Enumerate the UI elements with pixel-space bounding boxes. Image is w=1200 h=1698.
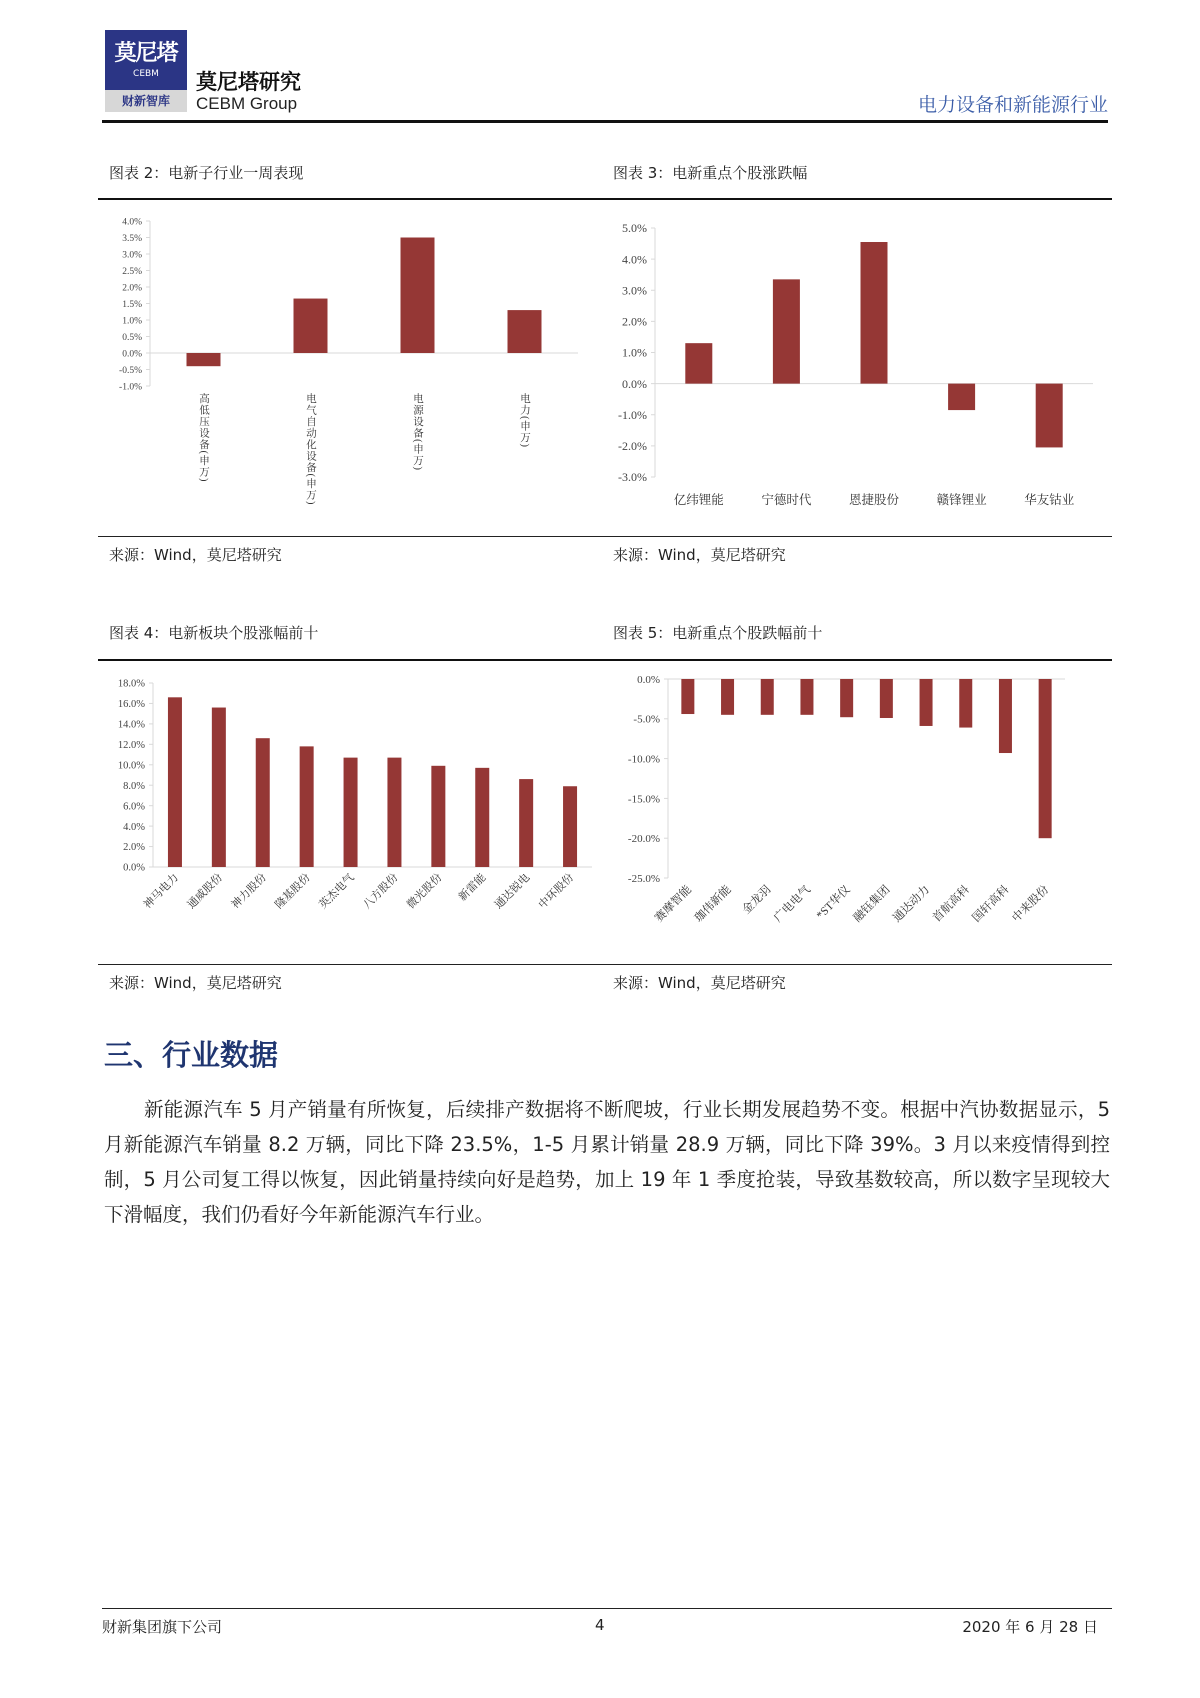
page-number: 4 [595,1616,605,1634]
bar [959,679,972,728]
x-tick-label: 新雷能 [456,871,489,904]
figure-3-title: 图表 3：电新重点个股涨跌幅 [613,164,808,182]
y-tick-label: 12.0% [117,740,145,752]
y-tick-label: 6.0% [123,801,145,813]
x-tick-label: 微光股份 [404,871,445,912]
figure-4-source: 来源：Wind，莫尼塔研究 [109,974,282,992]
y-tick-label: 0.0% [122,349,142,360]
y-tick-label: -20.0% [627,833,660,846]
bar [948,384,975,410]
figure-5-title: 图表 5：电新重点个股跌幅前十 [613,624,823,642]
bar [773,279,800,383]
bar [1036,384,1063,448]
y-tick-label: 2.0% [122,283,142,294]
bar [563,786,577,867]
bar [431,766,445,867]
x-tick-label: 赛摩智能 [652,883,694,925]
bar [187,353,221,366]
x-tick-label: 国轩高科 [970,883,1012,925]
y-tick-label: 5.0% [622,221,647,236]
y-tick-label: -5.0% [633,713,660,726]
bar [300,746,314,867]
y-tick-label: 4.0% [123,821,145,833]
y-tick-label: 14.0% [117,719,145,731]
y-tick-label: -15.0% [627,793,660,806]
figure-2-source: 来源：Wind，莫尼塔研究 [109,546,282,564]
y-tick-label: 0.5% [122,332,142,343]
y-tick-label: 0.0% [123,862,145,874]
bar [256,738,270,867]
chart-5 [628,674,1065,925]
y-tick-label: 3.0% [622,283,647,298]
logo-text-en: CEBM [133,69,159,79]
figure-3-source: 来源：Wind，莫尼塔研究 [613,546,786,564]
y-tick-label: -1.0% [618,407,647,422]
y-tick-label: 3.5% [122,233,142,244]
bar [681,679,694,714]
bar [761,679,774,715]
bar [387,758,401,867]
y-tick-label: 2.0% [123,842,145,854]
y-tick-label: -25.0% [627,872,660,885]
section-paragraph: 新能源汽车 5 月产销量有所恢复，后续排产数据将不断爬坡，行业长期发展趋势不变。根据中汽协数据显示，5 月新能源汽车销量 8.2 万辆，同比下降 23.5%，1-5 月累计销量 28.9 万辆，同比下降 39%。3 月以来疫情得到控制，5 月公司复工得以恢复，因此销量持续向好是趋势，加上 19 年 1 季度抢装，导致基数较高，所以数字呈现较大下滑幅度，我们仍看好今年新能源汽车行业。 [104,1098,1110,1226]
bar [519,779,533,867]
bar [212,708,226,867]
y-tick-label: 2.5% [122,266,142,277]
x-tick-label: 隆基股份 [273,871,313,912]
bar [861,242,888,384]
x-tick-label: 宁德时代 [761,493,812,507]
y-tick-label: -3.0% [618,470,647,485]
bar [475,768,489,867]
y-tick-label: -2.0% [618,439,647,454]
x-tick-label: 华友钴业 [1024,493,1075,507]
bar [999,679,1012,753]
x-tick-label: 电源设备(申万) [412,393,423,471]
footer-divider [102,1608,1112,1609]
footer-date: 2020 年 6 月 28 日 [962,1618,1098,1636]
footer-company: 财新集团旗下公司 [102,1618,223,1636]
x-tick-label: 珈伟新能 [692,883,734,925]
brand-name-en: CEBM Group [196,94,298,113]
x-tick-label: 电气自动化设备(申万) [305,393,316,506]
x-tick-label: 首航高科 [930,883,972,925]
bar [508,310,542,353]
y-tick-label: -0.5% [119,365,142,376]
section-heading: 三、行业数据 [104,1038,279,1072]
y-tick-label: 2.0% [622,314,647,329]
x-tick-label: 八方股份 [360,871,401,912]
y-tick-label: 3.0% [122,250,142,261]
x-tick-label: 高低压设备(申万) [198,393,209,483]
y-tick-label: 1.0% [122,316,142,327]
x-tick-label: 赣锋锂业 [936,493,987,507]
bar [168,697,182,867]
bar [880,679,893,718]
figure-5-source: 来源：Wind，莫尼塔研究 [613,974,786,992]
x-tick-label: 金龙羽 [740,883,774,917]
y-tick-label: 0.0% [637,673,660,686]
x-tick-label: 通威股份 [185,871,225,912]
y-tick-label: 1.0% [622,345,647,360]
x-tick-label: 中来股份 [1010,883,1052,925]
brand-name-cn: 莫尼塔研究 [196,70,301,94]
industry-label: 电力设备和新能源行业 [917,94,1108,116]
chart-4 [118,679,592,912]
figure-4-title: 图表 4：电新板块个股涨幅前十 [109,624,319,642]
x-tick-label: 中环股份 [536,871,577,912]
x-tick-label: 通达动力 [891,883,933,925]
x-tick-label: 恩捷股份 [848,493,900,507]
bar [685,343,712,383]
y-tick-label: 4.0% [122,217,142,228]
y-tick-label: 16.0% [117,699,145,711]
x-tick-label: 通达锐电 [492,871,533,912]
logo-text-cn: 莫尼塔 [114,41,178,66]
x-tick-label: 融钰集团 [851,883,893,925]
x-tick-label: 电力(申万) [519,393,530,448]
bar [1039,679,1052,838]
y-tick-label: 0.0% [622,376,647,391]
chart-3 [618,221,1093,507]
bar [721,679,734,715]
bar [840,679,853,717]
x-tick-label: 广电电气 [772,883,814,925]
y-tick-label: -1.0% [119,382,142,393]
x-tick-label: 神马电力 [141,871,182,912]
logo-subtext: 财新智库 [105,90,187,112]
x-tick-label: 神力股份 [229,871,269,912]
x-tick-label: 亿纬锂能 [673,493,724,507]
y-tick-label: 18.0% [117,678,145,690]
bar [800,679,813,715]
y-tick-label: -10.0% [627,753,660,766]
figure-2-title: 图表 2：电新子行业一周表现 [109,164,304,182]
x-tick-label: 英杰电气 [317,871,357,912]
chart-2 [119,217,578,505]
y-tick-label: 8.0% [123,780,145,792]
y-tick-label: 4.0% [622,252,647,267]
x-tick-label: *ST华仪 [814,883,853,922]
bar [401,238,435,354]
bar [294,299,328,353]
bar [344,758,358,867]
y-tick-label: 1.5% [122,299,142,310]
y-tick-label: 10.0% [117,760,145,772]
bar [920,679,933,726]
